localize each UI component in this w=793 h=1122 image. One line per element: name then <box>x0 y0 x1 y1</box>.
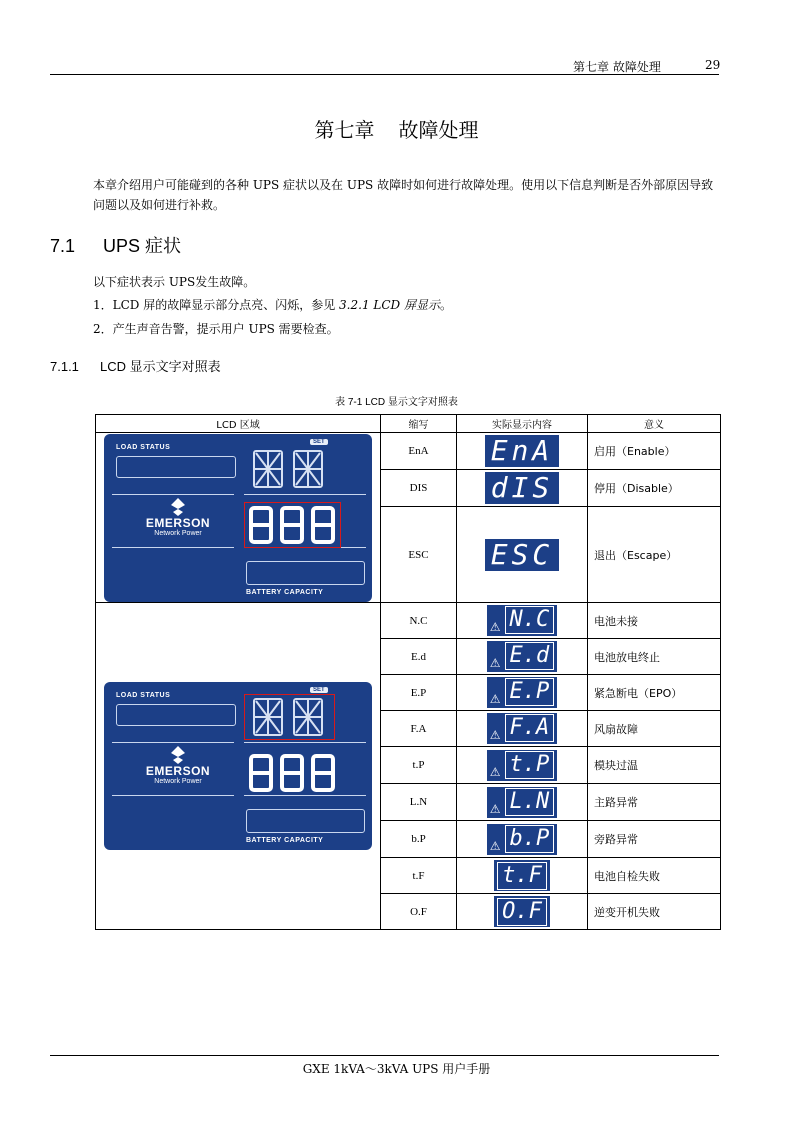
chapter-name: 故障处理 <box>398 118 479 142</box>
chapter-number: 第七章 <box>314 118 375 142</box>
display-cell <box>457 858 588 894</box>
lcd-display: O.F <box>494 896 550 927</box>
warning-icon: ⚠ <box>489 801 501 816</box>
display-cell <box>457 821 588 858</box>
meaning-cell: 主路异常 <box>588 784 721 821</box>
lcd-panel-cell-1 <box>96 433 381 603</box>
meaning-cell: 电池放电终止 <box>588 639 721 675</box>
meaning-cell: 模块过温 <box>588 747 721 784</box>
subsection-title: LCD 显示文字对照表 <box>100 359 221 374</box>
abbr-cell: t.P <box>381 747 457 784</box>
highlight-box <box>244 502 341 548</box>
load-status-label: LOAD STATUS <box>116 692 171 699</box>
load-bar <box>116 456 236 478</box>
display-cell <box>457 784 588 821</box>
warning-icon: ⚠ <box>489 764 501 779</box>
display-cell <box>457 433 588 470</box>
lcd-display: ESC <box>485 539 560 571</box>
lcd-panel <box>104 434 372 602</box>
lcd-panel <box>104 682 372 850</box>
section-number: 7.1 <box>50 236 76 256</box>
meaning-cell: 电池自检失败 <box>588 858 721 894</box>
header-page-number: 29 <box>705 58 721 72</box>
lcd-display: ⚠ N.C <box>487 605 558 636</box>
abbr-cell: O.F <box>381 894 457 930</box>
symptom-item-2: 2．产生声音告警，提示用户 UPS 需要检查。 <box>93 322 339 336</box>
meaning-cell: 旁路异常 <box>588 821 721 858</box>
header-chapter: 第七章 故障处理 <box>573 60 661 74</box>
lcd-display: ⚠ F.A <box>487 713 558 744</box>
emerson-logo: EMERSON Network Power <box>138 746 218 785</box>
display-cell <box>457 639 588 675</box>
divider <box>112 547 234 548</box>
warning-icon: ⚠ <box>489 692 501 706</box>
divider <box>112 742 234 743</box>
battery-capacity-label: BATTERY CAPACITY <box>246 588 324 596</box>
emerson-logo: EMERSON Network Power <box>138 498 218 537</box>
abbr-cell: b.P <box>381 821 457 858</box>
header-lcd-area: LCD 区域 <box>96 415 381 433</box>
subsection-number: 7.1.1 <box>50 359 79 374</box>
display-cell <box>457 675 588 711</box>
emerson-mark-icon <box>171 746 185 764</box>
lcd-display: t.F <box>494 860 550 891</box>
table-caption: 表 7-1 LCD 显示文字对照表 <box>335 397 458 408</box>
battery-bar <box>246 809 365 833</box>
symptoms-intro: 以下症状表示 UPS发生故障。 <box>93 275 256 289</box>
display-cell <box>457 603 588 639</box>
warning-icon: ⚠ <box>489 838 501 853</box>
symptom-item-1: 1．LCD 屏的故障显示部分点亮、闪烁，参见 3.2.1 LCD 屏显示。 <box>93 298 452 312</box>
warning-icon: ⚠ <box>489 656 501 670</box>
lcd-text-table <box>95 414 721 930</box>
lcd-display: ⚠ L.N <box>487 787 558 818</box>
meaning-cell: 逆变开机失败 <box>588 894 721 930</box>
highlight-box <box>244 694 335 740</box>
display-cell <box>457 470 588 507</box>
section-heading <box>50 232 181 258</box>
footer-text: GXE 1kVA～3kVA UPS 用户手册 <box>302 1062 491 1076</box>
display-cell <box>457 711 588 747</box>
segment-display-2-digit <box>246 448 336 490</box>
lcd-display: ⚠ E.P <box>487 677 558 708</box>
header-abbr: 缩写 <box>381 415 457 433</box>
table-row <box>96 433 721 470</box>
warning-icon: ⚠ <box>489 728 501 742</box>
display-cell <box>457 894 588 930</box>
load-status-label: LOAD STATUS <box>116 443 171 451</box>
section-reference-link[interactable]: 3.2.1 LCD 屏显示 <box>339 298 440 312</box>
abbr-cell: DIS <box>381 470 457 507</box>
set-badge: SET <box>310 687 328 693</box>
battery-capacity-label: BATTERY CAPACITY <box>246 837 324 844</box>
set-badge: SET <box>310 439 328 445</box>
segment-display-3-digit <box>246 752 338 794</box>
divider <box>112 494 234 495</box>
abbr-cell: ESC <box>381 507 457 603</box>
load-bar <box>116 704 236 726</box>
lcd-display: dIS <box>485 472 560 504</box>
lcd-panel-cell-2 <box>96 603 381 930</box>
meaning-cell: 退出（Escape） <box>588 507 721 603</box>
meaning-cell: 紧急断电（EPO） <box>588 675 721 711</box>
divider <box>244 494 366 495</box>
abbr-cell: L.N <box>381 784 457 821</box>
lcd-display: ⚠ b.P <box>487 824 558 855</box>
lcd-display: ⚠ E.d <box>487 641 558 672</box>
meaning-cell: 风扇故障 <box>588 711 721 747</box>
meaning-cell: 电池未接 <box>588 603 721 639</box>
abbr-cell: N.C <box>381 603 457 639</box>
display-cell <box>457 507 588 603</box>
abbr-cell: EnA <box>381 433 457 470</box>
warning-icon: ⚠ <box>489 620 501 634</box>
intro-paragraph: 本章介绍用户可能碰到的各种 UPS 症状以及在 UPS 故障时如何进行故障处理。使用以下信息判断是否外部原因导致问题以及如何进行补救。 <box>93 178 714 212</box>
abbr-cell: E.P <box>381 675 457 711</box>
section-title: UPS 症状 <box>103 236 182 256</box>
divider <box>244 742 366 743</box>
display-cell <box>457 747 588 784</box>
lcd-display: EnA <box>485 435 560 467</box>
abbr-cell: F.A <box>381 711 457 747</box>
footer-rule <box>50 1055 719 1056</box>
meaning-cell: 停用（Disable） <box>588 470 721 507</box>
abbr-cell: t.F <box>381 858 457 894</box>
battery-bar <box>246 561 365 585</box>
table-header-row <box>96 415 721 433</box>
lcd-display: ⚠ t.P <box>487 750 558 781</box>
subsection-heading <box>50 356 221 375</box>
chapter-title <box>0 114 793 143</box>
abbr-cell: E.d <box>381 639 457 675</box>
header-meaning: 意义 <box>588 415 721 433</box>
header-rule <box>50 74 719 75</box>
divider <box>244 795 366 796</box>
meaning-cell: 启用（Enable） <box>588 433 721 470</box>
divider <box>112 795 234 796</box>
header-display: 实际显示内容 <box>457 415 588 433</box>
emerson-mark-icon <box>171 498 185 516</box>
table-row <box>96 603 721 639</box>
